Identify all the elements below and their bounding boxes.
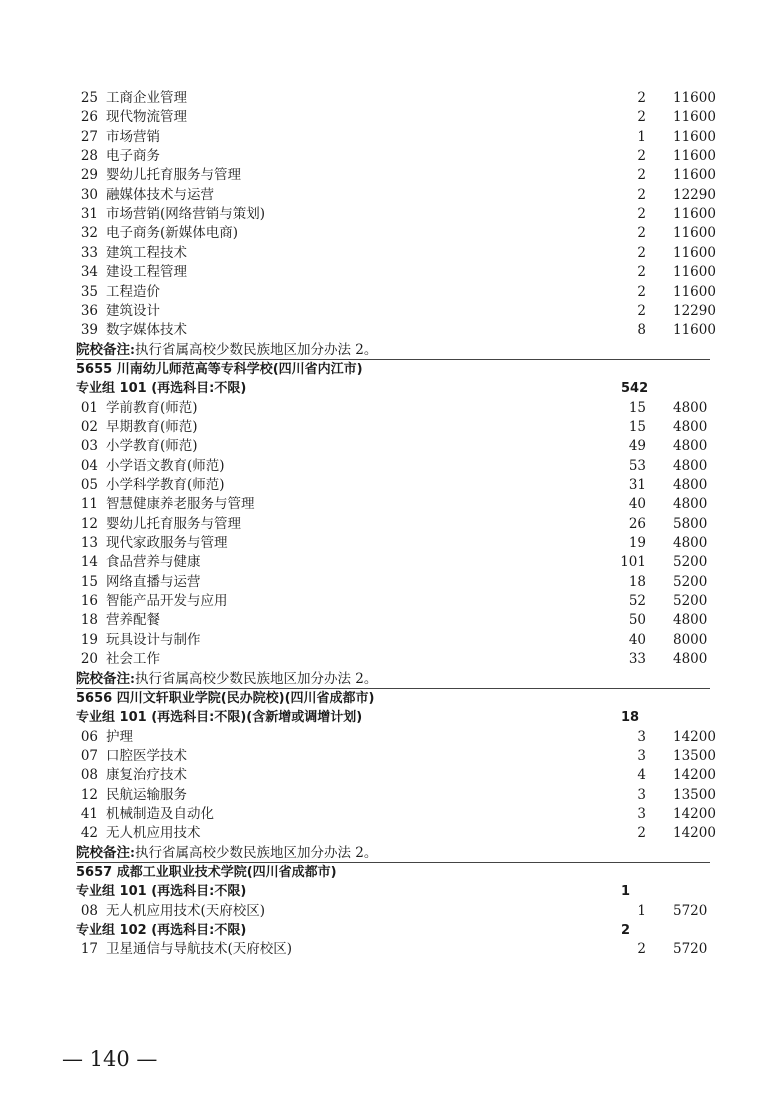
major-code: 28 [80, 148, 98, 165]
tuition-fee: 4800 [673, 496, 708, 513]
tuition-fee: 5200 [673, 573, 708, 590]
group-count: 542 [621, 381, 649, 397]
group-name: 专业组 101 (再选科目:不限) [76, 884, 247, 900]
tuition-fee: 11600 [673, 128, 716, 145]
tuition-fee: 11600 [673, 322, 716, 339]
plan-count: 2 [637, 206, 646, 223]
plan-count: 2 [637, 283, 646, 300]
group-heading [0, 921, 777, 940]
tuition-fee: 5720 [673, 902, 708, 919]
major-code: 29 [80, 167, 98, 184]
school-heading [0, 863, 777, 882]
major-name: 玩具设计与制作 [106, 631, 201, 648]
major-code: 11 [80, 496, 98, 513]
major-row [0, 244, 777, 263]
major-code: 15 [80, 573, 98, 590]
major-name: 现代物流管理 [106, 109, 187, 126]
major-name: 智慧健康养老服务与管理 [106, 496, 255, 513]
group-count: 1 [621, 884, 631, 900]
tuition-fee: 4800 [673, 477, 708, 493]
plan-count: 1 [637, 128, 646, 145]
group-name: 专业组 101 (再选科目:不限) [76, 381, 247, 397]
tuition-fee: 13500 [673, 747, 716, 764]
plan-count: 2 [637, 186, 646, 203]
major-name: 营养配餐 [106, 612, 160, 629]
plan-count: 33 [628, 651, 646, 668]
tuition-fee: 4800 [673, 457, 708, 474]
tuition-fee: 14200 [673, 767, 716, 784]
tuition-fee: 14200 [673, 825, 716, 842]
group-heading [0, 379, 777, 398]
tuition-fee: 8000 [673, 631, 708, 648]
group-name: 专业组 101 (再选科目:不限)(含新增或调增计划) [76, 710, 363, 726]
plan-count: 2 [637, 302, 646, 319]
plan-count: 2 [637, 225, 646, 242]
tuition-fee: 4800 [673, 418, 708, 435]
major-code: 18 [80, 612, 98, 629]
major-row [0, 631, 777, 650]
school-name: 5655 川南幼儿师范高等专科学校(四川省内江市) [76, 361, 363, 377]
major-name: 卫星通信与导航技术(天府校区) [106, 941, 293, 958]
major-row [0, 786, 777, 805]
major-code: 26 [80, 109, 98, 126]
major-code: 34 [80, 264, 98, 281]
major-row [0, 592, 777, 611]
tuition-fee: 5720 [673, 941, 708, 958]
major-code: 41 [80, 805, 98, 822]
school-remark [0, 670, 777, 689]
remark-text: 执行省属高校少数民族地区加分办法 2。 [134, 670, 378, 687]
major-name: 建设工程管理 [106, 264, 187, 281]
tuition-fee: 11600 [673, 206, 716, 223]
page-number: — 140 — [62, 1047, 158, 1071]
major-row [0, 283, 777, 302]
group-heading [0, 882, 777, 901]
plan-count: 4 [637, 767, 646, 784]
major-name: 市场营销 [106, 128, 160, 145]
major-name: 机械制造及自动化 [106, 805, 214, 822]
tuition-fee: 11600 [673, 109, 716, 126]
plan-count: 50 [628, 612, 646, 629]
school-name: 5657 成都工业职业技术学院(四川省成都市) [76, 865, 337, 880]
major-row [0, 89, 777, 108]
major-name: 小学教育(师范) [106, 438, 198, 455]
major-code: 16 [80, 593, 98, 610]
major-row [0, 166, 777, 185]
major-row [0, 611, 777, 630]
plan-count: 2 [637, 264, 646, 281]
major-name: 婴幼儿托育服务与管理 [106, 515, 241, 532]
major-name: 社会工作 [106, 651, 160, 668]
major-code: 05 [80, 477, 98, 493]
major-row [0, 747, 777, 766]
major-code: 25 [80, 90, 98, 106]
major-row [0, 437, 777, 456]
major-name: 市场营销(网络营销与策划) [106, 206, 266, 223]
plan-count: 2 [637, 941, 646, 958]
tuition-fee: 14200 [673, 805, 716, 822]
major-row [0, 553, 777, 572]
tuition-fee: 5200 [673, 593, 708, 610]
plan-count: 53 [628, 457, 646, 474]
tuition-fee: 4800 [673, 399, 708, 416]
plan-count: 40 [628, 496, 646, 513]
major-name: 口腔医学技术 [106, 747, 187, 764]
plan-count: 26 [628, 515, 646, 532]
major-row [0, 399, 777, 418]
major-row [0, 205, 777, 224]
tuition-fee: 11600 [673, 264, 716, 281]
remark-label: 院校备注: [76, 341, 135, 358]
major-name: 工程造价 [106, 283, 160, 300]
tuition-fee: 11600 [673, 148, 716, 165]
major-name: 婴幼儿托育服务与管理 [106, 167, 241, 184]
plan-count: 2 [637, 244, 646, 261]
school-heading [0, 689, 777, 708]
major-code: 39 [80, 322, 98, 339]
tuition-fee: 11600 [673, 283, 716, 300]
plan-count: 15 [628, 399, 646, 416]
tuition-fee: 12290 [673, 186, 716, 203]
major-code: 35 [80, 283, 98, 300]
plan-count: 2 [637, 90, 646, 106]
plan-count: 101 [620, 554, 646, 571]
remark-line [76, 670, 377, 689]
plan-count: 1 [637, 902, 646, 919]
group-count: 2 [621, 923, 631, 939]
remark-label: 院校备注: [76, 844, 135, 861]
major-name: 融媒体技术与运营 [106, 186, 214, 203]
major-name: 电子商务 [106, 148, 160, 165]
major-row [0, 128, 777, 147]
remark-line [76, 341, 377, 360]
plan-count: 52 [628, 593, 646, 610]
major-row [0, 766, 777, 785]
major-name: 无人机应用技术(天府校区) [106, 902, 266, 919]
plan-count: 15 [628, 418, 646, 435]
major-row [0, 824, 777, 843]
major-name: 建筑工程技术 [106, 244, 187, 261]
plan-count: 2 [637, 825, 646, 842]
major-row [0, 457, 777, 476]
major-row [0, 108, 777, 127]
major-code: 08 [80, 902, 98, 919]
major-code: 13 [80, 535, 98, 552]
major-code: 14 [80, 554, 98, 571]
major-code: 33 [80, 244, 98, 261]
major-code: 12 [80, 515, 98, 532]
major-row [0, 495, 777, 514]
major-row [0, 321, 777, 340]
major-row [0, 573, 777, 592]
group-name: 专业组 102 (再选科目:不限) [76, 923, 247, 939]
plan-count: 19 [628, 535, 646, 552]
major-row [0, 650, 777, 669]
tuition-fee: 11600 [673, 167, 716, 184]
major-name: 学前教育(师范) [106, 399, 198, 416]
school-remark [0, 844, 777, 863]
remark-label: 院校备注: [76, 670, 135, 687]
major-row [0, 728, 777, 747]
tuition-fee: 12290 [673, 302, 716, 319]
school-name: 5656 四川文轩职业学院(民办院校)(四川省成都市) [76, 690, 375, 706]
tuition-fee: 4800 [673, 535, 708, 552]
major-row [0, 186, 777, 205]
major-row [0, 534, 777, 553]
major-name: 建筑设计 [106, 302, 160, 319]
major-code: 32 [80, 225, 98, 242]
major-name: 电子商务(新媒体电商) [106, 225, 239, 242]
major-row [0, 940, 777, 959]
plan-count: 31 [628, 477, 646, 493]
major-code: 06 [80, 728, 98, 745]
major-row [0, 302, 777, 321]
major-code: 12 [80, 786, 98, 803]
remark-text: 执行省属高校少数民族地区加分办法 2。 [134, 341, 378, 358]
major-code: 30 [80, 186, 98, 203]
major-name: 食品营养与健康 [106, 554, 201, 571]
remark-line [76, 844, 377, 863]
major-name: 早期教育(师范) [106, 418, 198, 435]
major-row [0, 418, 777, 437]
major-code: 03 [80, 438, 98, 455]
school-heading [0, 360, 777, 379]
major-name: 现代家政服务与管理 [106, 535, 228, 552]
plan-count: 49 [628, 438, 646, 455]
major-code: 31 [80, 206, 98, 223]
major-name: 无人机应用技术 [106, 825, 201, 842]
major-row [0, 902, 777, 921]
major-name: 智能产品开发与应用 [106, 593, 228, 610]
major-code: 20 [80, 651, 98, 668]
tuition-fee: 4800 [673, 651, 708, 668]
major-name: 数字媒体技术 [106, 322, 187, 339]
major-code: 08 [80, 767, 98, 784]
major-code: 17 [80, 941, 98, 958]
major-name: 护理 [106, 728, 133, 745]
major-name: 网络直播与运营 [106, 573, 201, 590]
tuition-fee: 5800 [673, 515, 708, 532]
major-code: 04 [80, 457, 98, 474]
major-code: 02 [80, 418, 98, 435]
group-count: 18 [621, 710, 640, 726]
major-code: 19 [80, 631, 98, 648]
tuition-fee: 5200 [673, 554, 708, 571]
tuition-fee: 11600 [673, 225, 716, 242]
major-row [0, 805, 777, 824]
plan-count: 3 [637, 805, 646, 822]
major-code: 07 [80, 747, 98, 764]
plan-count: 3 [637, 747, 646, 764]
major-row [0, 263, 777, 282]
plan-count: 3 [637, 728, 646, 745]
tuition-fee: 14200 [673, 728, 716, 745]
major-name: 民航运输服务 [106, 786, 187, 803]
plan-count: 2 [637, 148, 646, 165]
major-name: 康复治疗技术 [106, 767, 187, 784]
major-name: 小学科学教育(师范) [106, 477, 225, 493]
tuition-fee: 11600 [673, 244, 716, 261]
major-name: 小学语文教育(师范) [106, 457, 225, 474]
plan-count: 2 [637, 109, 646, 126]
major-code: 42 [80, 825, 98, 842]
school-remark [0, 341, 777, 360]
major-row [0, 147, 777, 166]
major-row [0, 224, 777, 243]
major-code: 27 [80, 128, 98, 145]
remark-text: 执行省属高校少数民族地区加分办法 2。 [134, 844, 378, 861]
tuition-fee: 11600 [673, 90, 716, 106]
plan-count: 40 [628, 631, 646, 648]
tuition-fee: 4800 [673, 438, 708, 455]
plan-count: 8 [637, 322, 646, 339]
major-code: 01 [80, 399, 98, 416]
plan-count: 2 [637, 167, 646, 184]
major-row [0, 515, 777, 534]
group-heading [0, 708, 777, 727]
major-row [0, 476, 777, 495]
tuition-fee: 4800 [673, 612, 708, 629]
plan-count: 3 [637, 786, 646, 803]
tuition-fee: 13500 [673, 786, 716, 803]
major-name: 工商企业管理 [106, 90, 187, 106]
major-code: 36 [80, 302, 98, 319]
plan-count: 18 [628, 573, 646, 590]
